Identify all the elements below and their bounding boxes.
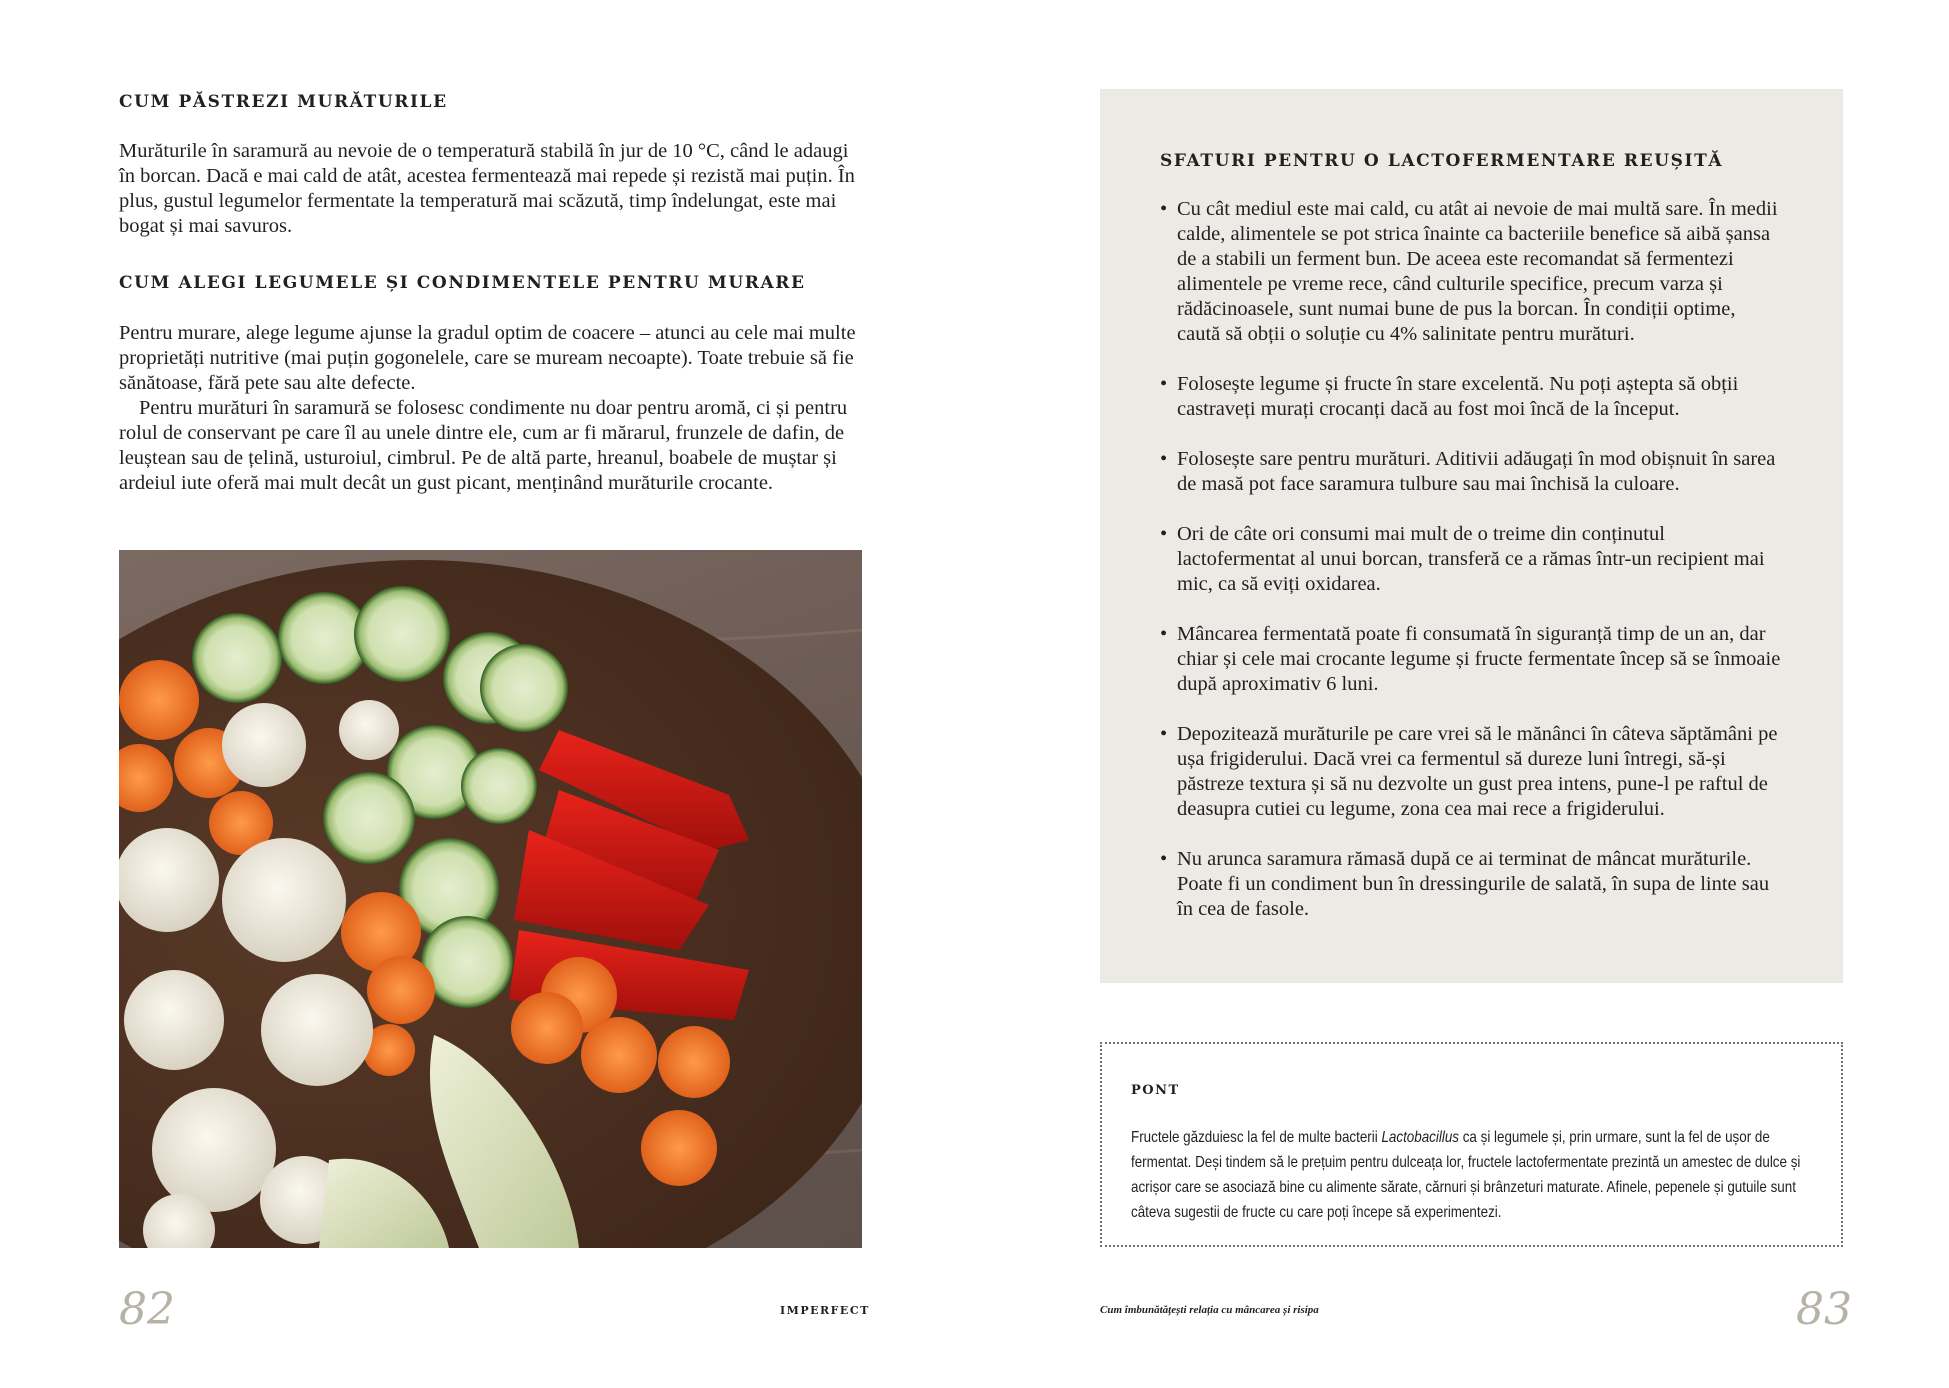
vegetables-illustration bbox=[119, 550, 862, 1248]
tip-item: • Depozitează murăturile pe care vrei să le mănânci în câteva săptămâni pe ușa frigiderului. Dacă vrei ca fermentul să dureze luni întregi, să-și păstreze textura și să nu dezvolte un gust prea intens, pune-l pe raftul de deasupra cutiei cu legume, zona cea mai rece a frigiderului. bbox=[1160, 722, 1782, 822]
vegetables-photo bbox=[119, 550, 862, 1248]
tip-item: • Folosește legume și fructe în stare excelentă. Nu poți aștepta să obții castraveți murați crocanți dacă au fost moi încă de la început. bbox=[1160, 372, 1782, 422]
pont-heading: PONT bbox=[1131, 1083, 1180, 1098]
tip-item: • Nu arunca saramura rămasă după ce ai terminat de mâncat murăturile. Poate fi un condiment bun în dressingurile de salată, în supa de linte sau în cea de fasole. bbox=[1160, 847, 1782, 922]
tip-item: • Ori de câte ori consumi mai mult de o treime din conținutul lactofermentat al unui borcan, transferă ce a rămas într-un recipient mai mic, ca să eviți oxidarea. bbox=[1160, 522, 1782, 597]
pont-text bbox=[1131, 1125, 1810, 1225]
tips-list bbox=[1160, 197, 1782, 947]
footer-book-title: IMPERFECT bbox=[780, 1304, 870, 1317]
pont-text-after: ca și legumele și, prin urmare, sunt la fel de ușor de fermentat. Deși tindem să le prețuim pentru dulceața lor, fructele lactofermentate prezintă un amestec de dulce și acrișor care se asociază bine cu alimente sărate, cărnuri și brânzeturi maturate. Afinele, pepenele și gutuile sunt câteva sugestii de fructe cu care poți începe să experimentezi. bbox=[1131, 1129, 1801, 1221]
tips-heading: SFATURI PENTRU O LACTOFERMENTARE REUȘITĂ bbox=[1160, 151, 1724, 171]
tip-item: • Cu cât mediul este mai cald, cu atât ai nevoie de mai multă sare. În medii calde, alimentele se pot strica înainte ca bacteriile benefice să aibă șansa de a stabili un ferment bun. De aceea este recomandat să fermentezi alimentele pe vreme rece, când culturile specifice, precum varza și rădăcinoasele, sunt numai bune de pus la borcan. În condiții optime, caută să obții o soluție cu 4% salinitate pentru murături. bbox=[1160, 197, 1782, 347]
storage-paragraph-text: Murăturile în saramură au nevoie de o temperatură stabilă în jur de 10 °C, când le adaugi în borcan. Dacă e mai cald de atât, acestea fermentează mai repede și rezistă mai puțin. În plus, gustul legumelor fermentate la temperatură mai scăzută, timp îndelungat, este mai bogat și mai savuros. bbox=[119, 140, 855, 237]
section-heading-choose-vegetables: CUM ALEGI LEGUMELE ȘI CONDIMENTELE PENTRU MURARE bbox=[119, 273, 806, 293]
section-heading-storage: CUM PĂSTREZI MURĂTURILE bbox=[119, 92, 448, 112]
pont-text-before: Fructele găzduiesc la fel de multe bacterii bbox=[1131, 1129, 1382, 1146]
choose-vegetables-text bbox=[119, 321, 859, 496]
storage-paragraph bbox=[119, 139, 859, 239]
page-number-right: 83 bbox=[1796, 1284, 1852, 1335]
choose-vegetables-paragraph-1: Pentru murare, alege legume ajunse la gradul optim de coacere – atunci au cele mai multe proprietăți nutritive (mai puțin gogonelele, care se muream necoapte). Toate trebuie să fie sănătoase, fără pete sau alte defecte. bbox=[119, 322, 856, 394]
footer-chapter-title: Cum îmbunătățești relația cu mâncarea și risipa bbox=[1100, 1304, 1319, 1316]
pont-text-italic: Lactobacillus bbox=[1381, 1129, 1459, 1146]
page-number-left: 82 bbox=[119, 1284, 175, 1335]
tip-item: • Folosește sare pentru murături. Aditivii adăugați în mod obișnuit în sarea de masă pot face saramura tulbure sau mai închisă la culoare. bbox=[1160, 447, 1782, 497]
tip-item: • Mâncarea fermentată poate fi consumată în siguranță timp de un an, dar chiar și cele mai crocante legume și fructe fermentate încep să se înmoaie după aproximativ 6 luni. bbox=[1160, 622, 1782, 697]
choose-vegetables-paragraph-2: Pentru murături în saramură se folosesc condimente nu doar pentru aromă, ci și pentru rolul de conservant pe care îl au unele dintre ele, cum ar fi mărarul, frunzele de dafin, de leuștean sau de țelină, usturoiul, cimbrul. Pe de altă parte, hreanul, boabele de muștar și ardeiul iute oferă mai mult decât un gust picant, menținând murăturile crocante. bbox=[119, 397, 848, 494]
